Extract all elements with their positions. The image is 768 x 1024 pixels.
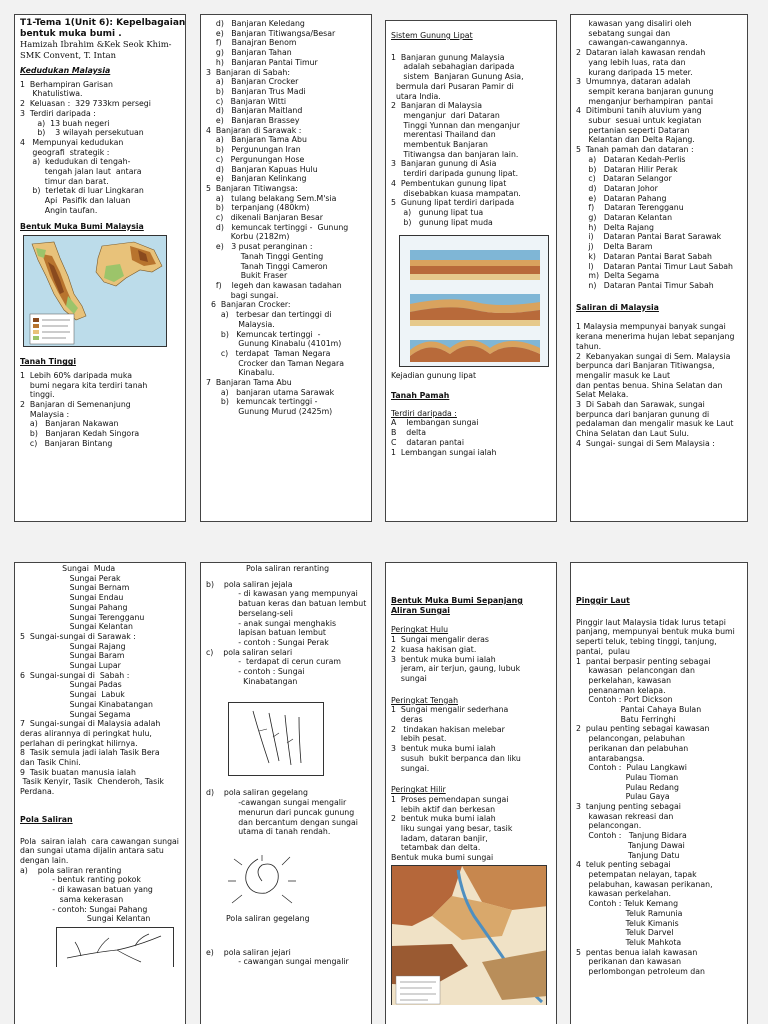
list-hulu: 1 Sungai mengalir deras 2 kuasa hakisan giat. 3 bentuk muka bumi ialah jeram, air terjun, gaung, lubuk sungai: [391, 635, 521, 683]
heading-peringkat-hilir: Peringkat Hilir: [391, 785, 446, 795]
river-landform-graphic: [392, 866, 547, 1005]
list-gunung-lipat: 1 Banjaran gunung Malaysia adalah sebahagian daripada sistem Banjaran Gunung Asia, bermula dari Pusaran Pamir di utara India. 2 Banjaran di Malaysia menganjur dari Dataran Tinggi Yunnan dan menganjur merentasi Thailand dan membentuk Banjaran Titiwangsa dan banjaran lain. 3 Banjaran gunung di Asia terdiri daripada gunung lipat. 4 Pembentukan gunung lipat disebabkan kuasa mampatan. 5 Gunung lipat terdiri daripada a) gunung lipat tua b) gunung lipat muda: [391, 52, 524, 227]
panel-2: [200, 14, 372, 522]
panel-7: [385, 562, 557, 1024]
caption-pola-reranting: Pola saliran reranting: [246, 564, 330, 573]
map-graphic: [24, 236, 167, 347]
parallel-pattern-diagram: [228, 702, 324, 776]
annular-pattern-diagram: [224, 851, 300, 913]
list-tanah-pamah-cont: kawasan yang disaliri oleh sebatang sungai dan cawangan-cawangannya. 2 Dataran ialah kawasan rendah yang lebih luas, rata dan kurang daripada 15 meter. 3 Umumnya, dataran adalah sempit kerana banjaran gunung menganjur berhampiran pantai 4 Ditimbuni tanih aluvium yang subur sesuai untuk kegiatan pertanian seperti Dataran Kelantan dan Delta Rajang. 5 Tanah pamah dan dataran : a) Dataran Kedah-Perlis b) Dataran Hilir Perak c) Dataran Selangor d) Dataran Johor e) Dataran Pahang f) Dataran Terengganu g) Dataran Kelantan h) Delta Rajang i) Dataran Pantai Barat Sarawak j) Delta Baram k) Dataran Pantai Barat Sabah l) Dataran Pantai Timur Laut Sabah m) Delta Segama n) Dataran Pantai Timur Sabah: [576, 19, 733, 290]
list-pola-e: e) pola saliran jejari - cawangan sungai mengalir: [206, 947, 349, 967]
list-tanah-pamah: A lembangan sungai B delta C dataran pantai 1 Lembangan sungai ialah: [391, 418, 497, 457]
list-sungai: Sungai Muda Sungai Perak Sungai Bernam Sungai Endau Sungai Pahang Sungai Terengganu Sungai Kelantan 5 Sungai-sungai di Sarawak : Sungai Rajang Sungai Baram Sungai Lupar 6 Sungai-sungai di Sabah : Sungai Padas Sungai Labuk Sungai Kinabatangan Sungai Segama 7 Sungai-sungai di Malaysia adalah deras alirannya di peringkat hulu, perlahan di peringkat hilirnya. 8 Tasik semula jadi ialah Tasik Bera dan Tasik Chini. 9 Tasik buatan manusia ialah Tasik Kenyir, Tasik Chenderoh, Tasik Perdana.: [20, 564, 164, 797]
heading-tanah-tinggi: Tanah Tinggi: [20, 357, 77, 367]
river-landform-diagram: [391, 865, 547, 1005]
list-saliran: 1 Malaysia mempunyai banyak sungai kerana menerima hujan lebat sepanjang tahun. 2 Kebanyakan sungai di Sem. Malaysia berpunca dari Banjaran Titiwangsa, mengalir masuk ke Laut dan pentas benua. Shina Selatan dan Selat Melaka. 3 Di Sabah dan Sarawak, sungai berpunca dari banjaran gunung di pedalaman dan mengalir masuk ke Laut China Selatan dan Laut Sulu. 4 Sungai- sungai di Sem Malaysia :: [576, 322, 735, 448]
list-pola-b-c: b) pola saliran jejala - di kawasan yang mempunyai batuan keras dan batuan lembut berselang-seli - anak sungai menghakis lapisan batuan lembut - contoh : Sungai Perak c) pola saliran selari - terdapat di cerun curam - contoh : Sungai Kinabatangan: [206, 579, 367, 686]
heading-kedudukan: Kedudukan Malaysia: [20, 66, 111, 75]
dendritic-pattern-diagram: [56, 927, 174, 967]
parallel-graphic: [229, 703, 324, 776]
heading-peringkat-tengah: Peringkat Tengah: [391, 695, 459, 705]
list-tanah-tinggi: 1 Lebih 60% daripada muka bumi negara kita terdiri tanah tinggi. 2 Banjaran di Semenanjung Malaysia : a) Banjaran Nakawan b) Banjaran Kedah Singora c) Banjaran Bintang: [20, 370, 148, 448]
panel-6: [200, 562, 372, 1024]
heading-pola-saliran: Pola Saliran: [20, 814, 73, 824]
caption-pola-gegelang: Pola saliran gegelang: [226, 913, 310, 923]
list-pinggir-laut: Pinggir laut Malaysia tidak lurus tetapi panjang, mempunyai bentuk muka bumi seperti teluk, tebing tinggi, tanjung, pantai, pulau 1 pantai berpasir penting sebagai kawasan pelancongan dan perkelahan, kawasan penanaman kelapa. Contoh : Port Dickson Pantai Cahaya Bulan Batu Ferringhi 2 pulau penting sebagai kawasan pelancongan, pelabuhan perikanan dan pelabuhan antarabangsa. Contoh : Pulau Langkawi Pulau Tioman Pulau Redang Pulau Gaya 3 tanjung penting sebagai kawasan rekreasi dan pelancongan. Contoh : Tanjung Bidara Tanjung Dawai Tanjung Datu 4 teluk penting sebagai petempatan nelayan, tapak pelabuhan, kawasan perikanan, kawasan perkelahan. Contoh : Teluk Kemang Teluk Ramunia Teluk Kimanis Teluk Darvel Teluk Mahkota 5 pentas benua ialah kawasan perikanan dan kawasan perlombongan petroleum dan: [576, 617, 735, 977]
list-banjaran: d) Banjaran Keledang e) Banjaran Titiwangsa/Besar f) Banajran Benom g) Banjaran Tahan h) Banjaran Pantai Timur 3 Banjaran di Sabah: a) Banjaran Crocker b) Banjaran Trus Madi c) Banjaran Witti d) Banjaran Maitland e) Banjaran Brassey 4 Banjaran di Sarawak : a) Banjaran Tama Abu b) Pergunungan Iran c) Pergunungan Hose d) Banjaran Kapuas Hulu e) Banjaran Kelinkang 5 Banjaran Titiwangsa: a) tulang belakang Sem.M'sia b) terpanjang (480km) c) dikenali Banjaran Besar d) kemuncak tertinggi - Gunung Korbu (2182m) e) 3 pusat peranginan : Tanah Tinggi Genting Tanah Tinggi Cameron Bukit Fraser f) legeh dan kawasan tadahan bagi sungai. 6 Banjaran Crocker: a) terbesar dan tertinggi di Malaysia. b) Kemuncak tertinggi - Gunung Kinabalu (4101m) c) terdapat Taman Negara Crocker dan Taman Negara Kinabalu. 7 Banjaran Tama Abu a) banjaran utama Sarawak b) kemuncak tertinggi - Gunung Murud (2425m): [206, 19, 349, 417]
panel-1: [14, 14, 186, 522]
fold-diagram-graphic: [400, 236, 549, 367]
panel-8: [570, 562, 748, 1024]
dendritic-graphic: [57, 928, 174, 967]
list-kedudukan: 1 Berhampiran Garisan Khatulistiwa. 2 Keluasan : 329 733km persegi 3 Terdiri daripada : a) 13 buah negeri b) 3 wilayah persekutuan 4 Mempunyai kedudukan geografi strategik : a) kedudukan di tengah- tengah jalan laut antara timur dan barat. b) terletak di luar Lingkaran Api Pasifik dan laluan Angin taufan.: [20, 79, 151, 215]
heading-pinggir-laut: Pinggir Laut: [576, 596, 630, 605]
list-pola-d: d) pola saliran gegelang -cawangan sungai mengalir menurun dari puncak gunung dan bercantum dengan sungai utama di tanah rendah.: [206, 788, 358, 837]
heading-peringkat-hulu: Peringkat Hulu: [391, 625, 449, 635]
list-hilir: 1 Proses pemendapan sungai lebih aktif dan berkesan 2 bentuk muka bumi ialah liku sungai yang besar, tasik ladam, dataran banjir, tetambak dan delta. Bentuk muka bumi sungai: [391, 794, 513, 863]
annular-graphic: [224, 851, 300, 913]
malaysia-relief-map: [23, 235, 167, 347]
panel-4: [570, 14, 748, 522]
heading-sistem-gunung-lipat: Sistem Gunung Lipat: [391, 31, 473, 40]
list-tengah: 1 Sungai mengalir sederhana deras 2 tindakan hakisan melebar lebih pesat. 3 bentuk muka bumi ialah susuh bukit berpanca dan liku sungai.: [391, 705, 521, 773]
list-pola-saliran: Pola sairan ialah cara cawangan sungai dan sungai utama dijalin antara satu dengan lain. a) pola saliran reranting - bentuk ranting pokok - di kawasan batuan yang sama kekerasan - contoh: Sungai Pahang Sungai Kelantan: [20, 836, 179, 924]
doc-title: T1-Tema 1(Unit 6): Kepelbagaian bentuk muka bumi .: [20, 18, 186, 39]
terdiri-daripada: Terdiri daripada :: [391, 408, 457, 418]
caption-kejadian-gunung-lipat: Kejadian gunung lipat: [391, 371, 477, 381]
panel-3: [385, 20, 557, 522]
fold-mountain-diagram: [399, 235, 549, 367]
heading-aliran-sungai: Bentuk Muka Bumi Sepanjang Aliran Sungai: [391, 596, 523, 615]
heading-saliran-malaysia: Saliran di Malaysia: [576, 302, 659, 312]
panel-5: [14, 562, 186, 1024]
doc-authors: Hamizah Ibrahim &Kek Seok Khim- SMK Convent, T. Intan: [20, 39, 172, 60]
heading-bentuk-muka-bumi: Bentuk Muka Bumi Malaysia: [20, 221, 144, 231]
heading-tanah-pamah: Tanah Pamah: [391, 391, 450, 401]
